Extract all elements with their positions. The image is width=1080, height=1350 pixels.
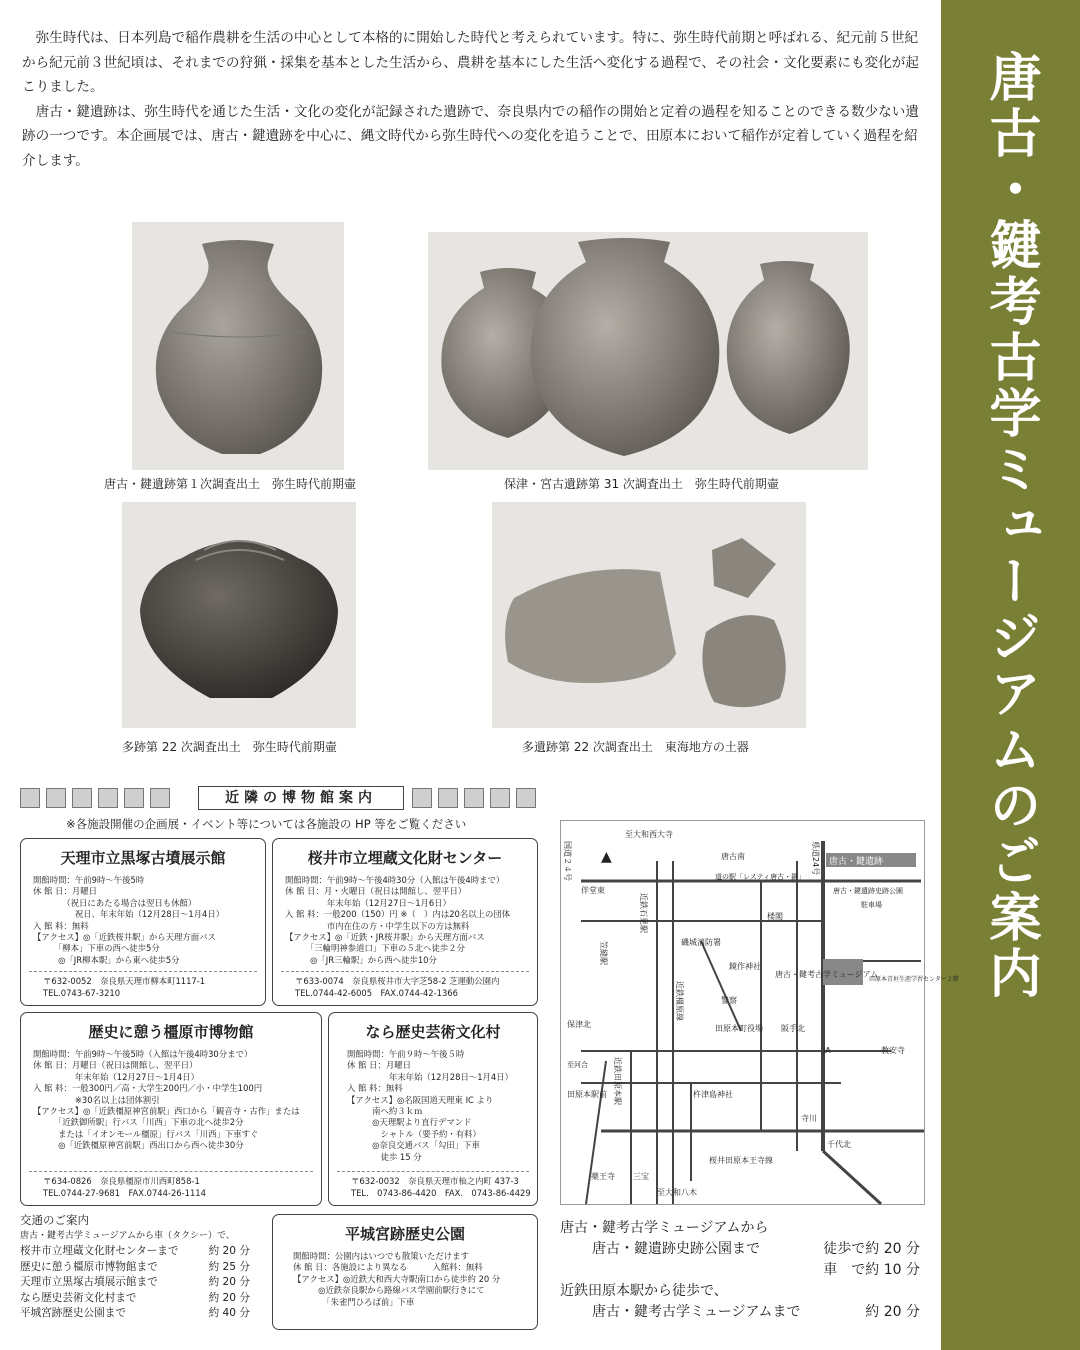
- banner-square: [438, 788, 458, 808]
- access-info: [560, 1218, 920, 1323]
- photo-caption-3: 多跡第 22 次調査出土 弥生時代前期壷: [122, 740, 337, 754]
- transport-time: 約 20 分: [208, 1245, 250, 1257]
- map-label-center: 田原本青垣生涯学習センター２階: [869, 976, 959, 983]
- map-label-park: 唐古・鍵遺跡史跡公園: [833, 887, 903, 895]
- museum-banner: [20, 786, 536, 808]
- banner-square: [490, 788, 510, 808]
- map-label-sanbo: 三宝: [633, 1172, 649, 1181]
- transport-row: [20, 1306, 250, 1322]
- map-label-police: 警察: [721, 996, 737, 1005]
- sidebar-title: 唐古・鍵考古学ミュージアムのご案内: [980, 50, 1041, 1002]
- museum-name: 平城宮跡歴史公園: [344, 1225, 465, 1243]
- photo-caption-1: 唐古・鍵遺跡第１次調査出土 弥生時代前期壷: [104, 477, 357, 491]
- map-label-north: 至大和西大寺: [625, 830, 673, 839]
- transport-place: 歴史に憩う橿原市博物館まで: [20, 1260, 158, 1273]
- access-line-1: 唐古・鍵考古学ミュージアムから: [560, 1220, 769, 1236]
- banner-square: [464, 788, 484, 808]
- intro-text: [22, 26, 922, 173]
- north-arrow-icon: ▲: [601, 849, 612, 865]
- banner-square: [124, 788, 144, 808]
- access-row: [560, 1302, 920, 1323]
- museum-name: なら歴史芸術文化村: [365, 1023, 501, 1041]
- access-place: 唐古・鍵遺跡史跡公園まで: [592, 1241, 760, 1257]
- map-label-sendai: 千代北: [827, 1140, 851, 1149]
- map-label-south: 至大和八木: [657, 1188, 697, 1197]
- map-label-kencho: 県道24号: [811, 841, 820, 876]
- intro-paragraph-2: 唐古・鍵遺跡は、弥生時代を通じた生活・文化の変化が記録された遺跡で、奈良県内での稲作の開始と定着の過程を知ることのできる数少ない遺跡の一つです。本企画展では、唐古・鍵遺跡を中心に、縄文時代から弥生時代への変化を追うことで、田原本において稲作が定着していく過程を紹介します。: [22, 103, 919, 169]
- museum-note: ※各施設開催の企画展・イベント等については各施設の HP 等をご覧ください: [66, 817, 467, 831]
- museum-name: 歴史に憩う橿原市博物館: [88, 1023, 254, 1041]
- map-label-ja: JA: [823, 1046, 831, 1055]
- museum-box-tenri: [20, 838, 266, 1006]
- pot-jar-image: [132, 222, 344, 470]
- banner-square: [72, 788, 92, 808]
- map-label-parking: 駐車場: [861, 901, 882, 909]
- banner-title: 近隣の博物館案内: [198, 786, 404, 810]
- banner-square: [20, 788, 40, 808]
- transport-row: [20, 1275, 250, 1291]
- banner-square: [46, 788, 66, 808]
- map-label-line-kashihara: 近鉄橿原線: [675, 981, 684, 1021]
- map-label-shrine: 鏡作神社: [729, 962, 761, 971]
- museum-address: 〒633-0074 奈良県桜井市大字芝58-2 芝運動公園内 TEL.0744-42-6005 FAX.0744-42-1366: [281, 971, 529, 999]
- access-place: 唐古・鍵考古学ミュージアムまで: [592, 1304, 801, 1320]
- museum-info: 開館時間：午前9時～午後5時 休 館 日：月曜日 （祝日にあたる場合は翌日も休館） 祝日、年末年始（12月28日～1月4日） 入 館 料：無料 【アクセス】◎「近鉄桜井駅」から天理方面バス 「柳本」下車の西へ徒歩5分 ◎「JR柳本駅」から東へ徒歩5分: [33, 875, 225, 965]
- museum-address: 〒632-0052 奈良県天理市柳本町1117-1 TEL.0743-67-3210: [29, 971, 257, 999]
- photo-pot-1: [132, 222, 344, 470]
- museum-info: 開館時間：午前９時～午後５時 休 館 日：月曜日 年末年始（12月28日～1月4日） 入 館 料：無料 【アクセス】◎名阪国道天理東 IC より 南へ約３ｋｍ ◎天理駅より直行デマンド シャトル（要予約・有料） ◎奈良交通バス「勾田」下車 徒歩 15 分: [347, 1049, 513, 1162]
- map-label-shiyakusho: 至河合: [567, 1061, 588, 1069]
- map-label-ruins: 唐古・鍵遺跡: [829, 857, 884, 867]
- transport-heading: 交通のご案内: [20, 1213, 89, 1227]
- museum-name: 桜井市立埋蔵文化財センター: [307, 849, 503, 867]
- map-label-tera: 寺川: [801, 1114, 817, 1123]
- map-label-hojo: 阪手北: [781, 1024, 805, 1033]
- access-row: [560, 1260, 920, 1281]
- pot-three-jars-image: [428, 232, 868, 470]
- area-map: [560, 820, 959, 1205]
- access-time: 車 で約 10 分: [823, 1262, 920, 1278]
- map-label-station: 近鉄田原本駅: [613, 1057, 622, 1105]
- map-label-kokudo: 国道２４号: [563, 841, 572, 881]
- photo-pot-4: [492, 502, 806, 728]
- transport-place: 天理市立黒塚古墳展示館まで: [20, 1276, 158, 1288]
- map-label-yakushi: 薬王寺: [591, 1172, 615, 1181]
- museum-address: 〒632-0032 奈良県天理市杣之内町 437-3 TEL. 0743-86-4420 FAX. 0743-86-4429: [337, 1171, 529, 1199]
- transport-place: 平城宮跡歴史公園まで: [20, 1307, 126, 1319]
- map-label-tsuhotsu: 杵津島神社: [693, 1090, 733, 1099]
- museum-info: 開館時間：午前9時～午後4時30分（入館は午後4時まで） 休 館 日：月・火曜日（祝日は開館し、翌平日） 年末年始（12月27日～1月6日） 入 館 料：一般200（150）円 ※（ ）内は20名以上の団体 市内在住の方・中学生以下の方は無料 【アクセス】◎「近鉄・JR桜井駅」から天理方面バス 「三輪明神参道口」下車の５北へ徒歩２分 ◎「JR三輪駅」から西へ徒歩10分: [285, 875, 511, 965]
- museum-box-heijo: [272, 1214, 538, 1330]
- access-row: [560, 1239, 920, 1260]
- sidebar: [941, 0, 1080, 1350]
- access-time: 約 20 分: [865, 1304, 920, 1320]
- banner-square: [516, 788, 536, 808]
- transport-place: なら歴史芸術文化村まで: [20, 1291, 137, 1304]
- banner-square: [98, 788, 118, 808]
- map-label-ishimi: 近鉄石見駅: [639, 893, 648, 933]
- pottery-shards-image: [492, 502, 806, 728]
- transport-place: 桜井市立埋蔵文化財センターまで: [20, 1245, 179, 1257]
- access-time: 徒歩で約 20 分: [823, 1241, 920, 1257]
- map-label-museum: 唐古・鍵考古学ミュージアム: [775, 970, 879, 979]
- banner-square: [412, 788, 432, 808]
- transport-time: 約 25 分: [208, 1260, 250, 1273]
- museum-box-kashihara: [20, 1012, 322, 1206]
- map-drawing: [561, 821, 959, 1204]
- map-label-kyoan: 教安寺: [881, 1046, 905, 1055]
- map-label-sakurai-line: 桜井田原本王寺線: [709, 1156, 773, 1165]
- banner-square: [150, 788, 170, 808]
- transport-sub: 唐古・鍵考古学ミュージアムから車（タクシー）で、: [20, 1230, 235, 1241]
- museum-info: 開館時間：公園内はいつでも散策いただけます 休 館 日：各施設により異なる 入館料：無料 【アクセス】◎近鉄大和西大寺駅南口から徒歩約 20 分 ◎近鉄奈良駅から路線バス学園前駅行きにて 「朱雀門ひろば前」下車: [293, 1251, 501, 1307]
- photo-caption-4: 多遺跡第 22 次調査出土 東海地方の土器: [522, 740, 749, 754]
- museum-name: 天理市立黒塚古墳展示館: [60, 849, 226, 867]
- map-label-fire: 磯城消防署: [681, 938, 721, 947]
- museum-box-sakurai: [272, 838, 538, 1006]
- pot-bowl-image: [122, 502, 356, 728]
- transport-time: 約 20 分: [208, 1276, 250, 1288]
- transport-row: [20, 1260, 250, 1276]
- map-label-kasa: 笠縫駅: [599, 941, 608, 965]
- map-label-tamachi: 田原本駅前: [567, 1090, 607, 1099]
- photo-pot-2: [428, 232, 868, 470]
- photo-caption-2: 保津・宮古遺跡第 31 次調査出土 弥生時代前期壷: [504, 477, 779, 491]
- transport-row: [20, 1291, 250, 1307]
- museum-info: 開館時間：午前9時～午後5時（入館は午後4時30分まで） 休 館 日：月曜日（祝日は開館し、翌平日） 年末年始（12月27日～1月4日） 入 館 料：一般300円／高・大学生200円／小・中学生100円 ※30名以上は団体割引 【アクセス】◎「近鉄橿原神宮前駅」西口から「観音寺・古作」または 「近鉄御所駅」行バス「川西」下車の北へ徒歩2分 または「イオンモール橿原」行バス「川西」下車すぐ ◎「近鉄橿原神宮前駅」西出口から西へ徒歩30分: [33, 1049, 300, 1151]
- transport-time: 約 40 分: [208, 1307, 250, 1319]
- access-line-3: 近鉄田原本駅から徒歩で、: [560, 1283, 728, 1299]
- museum-address: 〒634-0826 奈良県橿原市川西町858-1 TEL.0744-27-9681 FAX.0744-26-1114: [29, 1171, 313, 1199]
- map-label-hozu: 保津北: [567, 1020, 591, 1029]
- transport-time: 約 20 分: [208, 1291, 250, 1304]
- transport-row: [20, 1244, 250, 1260]
- map-label-cityhall: 田原本町役場: [715, 1024, 763, 1033]
- map-label-kagi: 楼閣: [767, 912, 783, 921]
- map-label-bandou: 伴堂東: [581, 886, 605, 895]
- photo-pot-3: [122, 502, 356, 728]
- map-label-michinoeki: 道の駅「レスティ唐古・鍵」: [715, 873, 806, 881]
- transport-info: [20, 1213, 250, 1322]
- intro-paragraph-1: 弥生時代は、日本列島で稲作農耕を生活の中心として本格的に開始した時代と考えられています。特に、弥生時代前期と呼ばれる、紀元前５世紀から紀元前３世紀頃は、それまでの狩猟・採集を基本とした生活から、農耕を基本にした生活へ変化する過程で、その社会・文化要素にも変化が起こりました。: [22, 30, 919, 95]
- museum-box-nara: [328, 1012, 538, 1206]
- map-label-karako-minami: 唐古南: [721, 852, 745, 861]
